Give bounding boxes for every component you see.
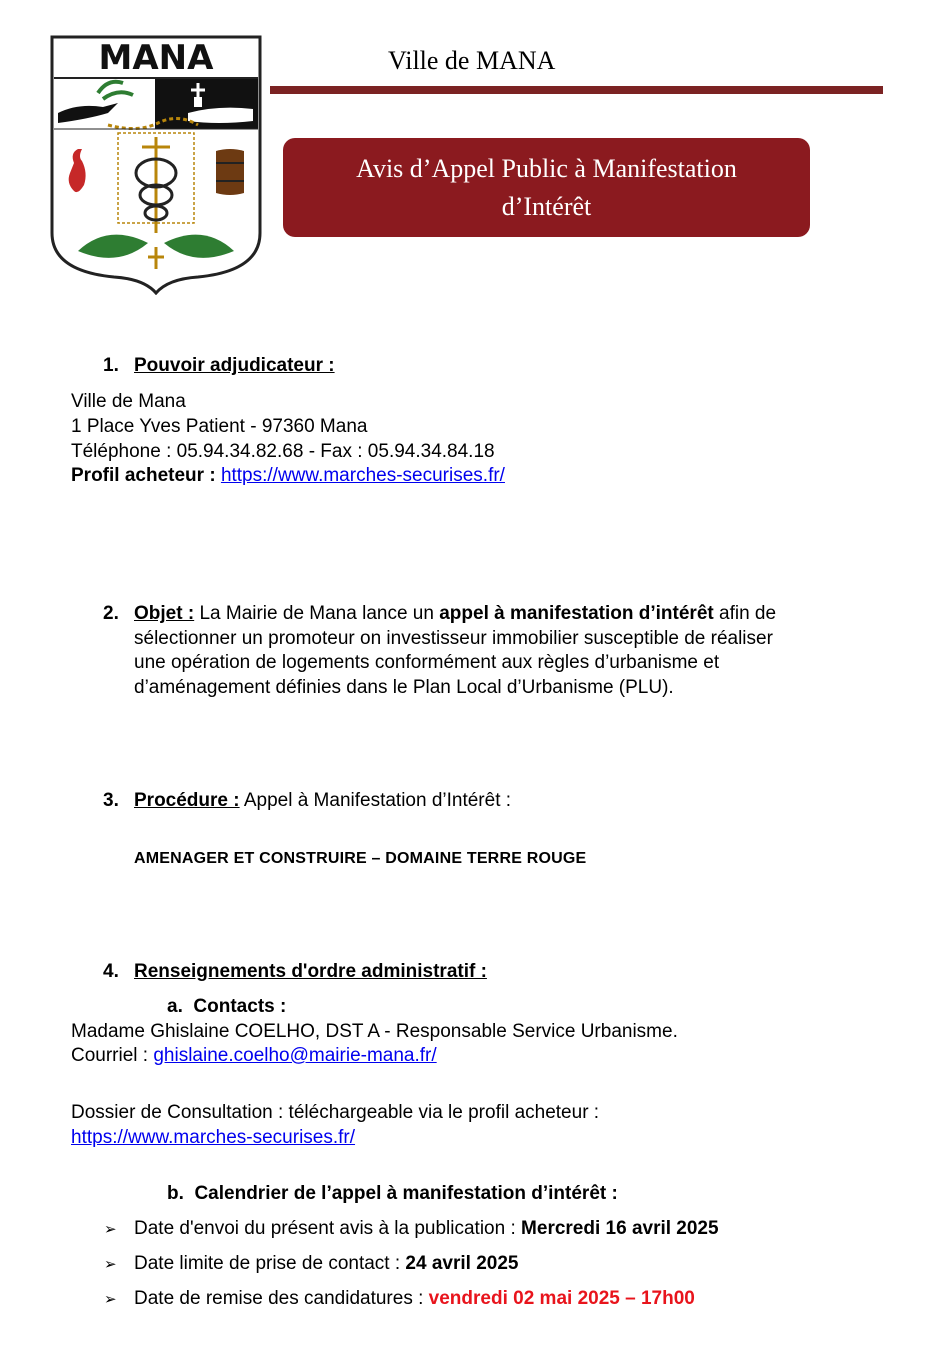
section-1-number: 1. xyxy=(103,355,119,376)
buyer-profile-link[interactable]: https://www.marches-securises.fr/ xyxy=(220,465,505,486)
section-2-number: 2. xyxy=(103,603,119,624)
arrow-bullet-icon: ➢ xyxy=(104,1256,117,1273)
dossier-link-line xyxy=(71,1125,355,1150)
object-text-a: La Mairie de Mana lance un xyxy=(194,603,440,624)
notice-title-line1: Avis d’Appel Public à Manifestation xyxy=(356,153,737,183)
section-3-number: 3. xyxy=(103,790,119,811)
section-2-line4: d’aménagement définies dans le Plan Local d’Urbanisme (PLU). xyxy=(134,677,674,698)
address-line-2: 1 Place Yves Patient - 97360 Mana xyxy=(71,416,368,437)
calendar-item xyxy=(134,1286,695,1311)
section-3-line xyxy=(134,788,511,813)
dossier-line: Dossier de Consultation : téléchargeable via le profil acheteur : xyxy=(71,1102,600,1123)
calendar-item-label: Date de remise des candidatures : xyxy=(134,1288,429,1309)
buyer-profile-label: Profil acheteur : xyxy=(71,465,216,486)
section-1-heading: Pouvoir adjudicateur : xyxy=(134,355,335,376)
object-text-c: afin de xyxy=(713,603,777,624)
subsection-b-heading: Calendrier de l’appel à manifestation d’intérêt : xyxy=(194,1183,618,1204)
dossier-link[interactable]: https://www.marches-securises.fr/ xyxy=(71,1127,356,1148)
address-line-1: Ville de Mana xyxy=(71,391,186,412)
logo-text: MANA xyxy=(98,38,214,78)
section-2-line3: une opération de logements conformément aux règles d’urbanisme et xyxy=(134,652,720,673)
phone-fax-line: Téléphone : 05.94.34.82.68 - Fax : 05.94.34.84.18 xyxy=(71,441,495,462)
buyer-profile-line xyxy=(71,463,505,488)
header-rule xyxy=(270,86,883,94)
mana-coat-of-arms-logo xyxy=(48,33,264,295)
arrow-bullet-icon: ➢ xyxy=(104,1291,117,1308)
email-label: Courriel : xyxy=(71,1045,154,1066)
section-3-heading: Procédure : xyxy=(134,790,240,811)
calendar-item-label: Date d'envoi du présent avis à la publication : xyxy=(134,1218,522,1239)
section-1-title xyxy=(134,353,335,378)
city-title: Ville de MANA xyxy=(388,46,556,75)
calendar-deadline-value: vendredi 02 mai 2025 – 17h00 xyxy=(428,1288,695,1309)
calendar-item-value: 24 avril 2025 xyxy=(405,1253,519,1274)
calendar-item xyxy=(134,1216,719,1241)
section-2-line1 xyxy=(134,601,776,626)
calendar-item-label: Date limite de prise de contact : xyxy=(134,1253,406,1274)
section-4-title xyxy=(134,959,487,984)
subsection-a-label: a. xyxy=(167,996,183,1017)
project-title: AMENAGER ET CONSTRUIRE – DOMAINE TERRE ROUGE xyxy=(134,850,587,867)
section-2-line2: sélectionner un promoteur on investisseur immobilier susceptible de réaliser xyxy=(134,628,773,649)
subsection-a-title xyxy=(167,994,286,1019)
procedure-text: Appel à Manifestation d’Intérêt : xyxy=(239,790,512,811)
notice-title-box xyxy=(283,138,810,237)
notice-title-line2: d’Intérêt xyxy=(501,191,592,221)
subsection-b-title xyxy=(167,1181,618,1206)
object-text-bold: appel à manifestation d’intérêt xyxy=(439,603,714,624)
arrow-bullet-icon: ➢ xyxy=(104,1221,117,1238)
section-4-number: 4. xyxy=(103,961,119,982)
subsection-b-label: b. xyxy=(167,1183,184,1204)
section-2-heading: Objet : xyxy=(134,603,195,624)
subsection-a-heading: Contacts : xyxy=(193,996,287,1017)
email-line xyxy=(71,1043,437,1068)
section-4-heading: Renseignements d'ordre administratif : xyxy=(134,961,487,982)
calendar-item-value: Mercredi 16 avril 2025 xyxy=(521,1218,719,1239)
calendar-item xyxy=(134,1251,518,1276)
contact-name: Madame Ghislaine COELHO, DST A - Responsable Service Urbanisme. xyxy=(71,1021,678,1042)
email-link[interactable]: ghislaine.coelho@mairie-mana.fr/ xyxy=(153,1045,437,1066)
